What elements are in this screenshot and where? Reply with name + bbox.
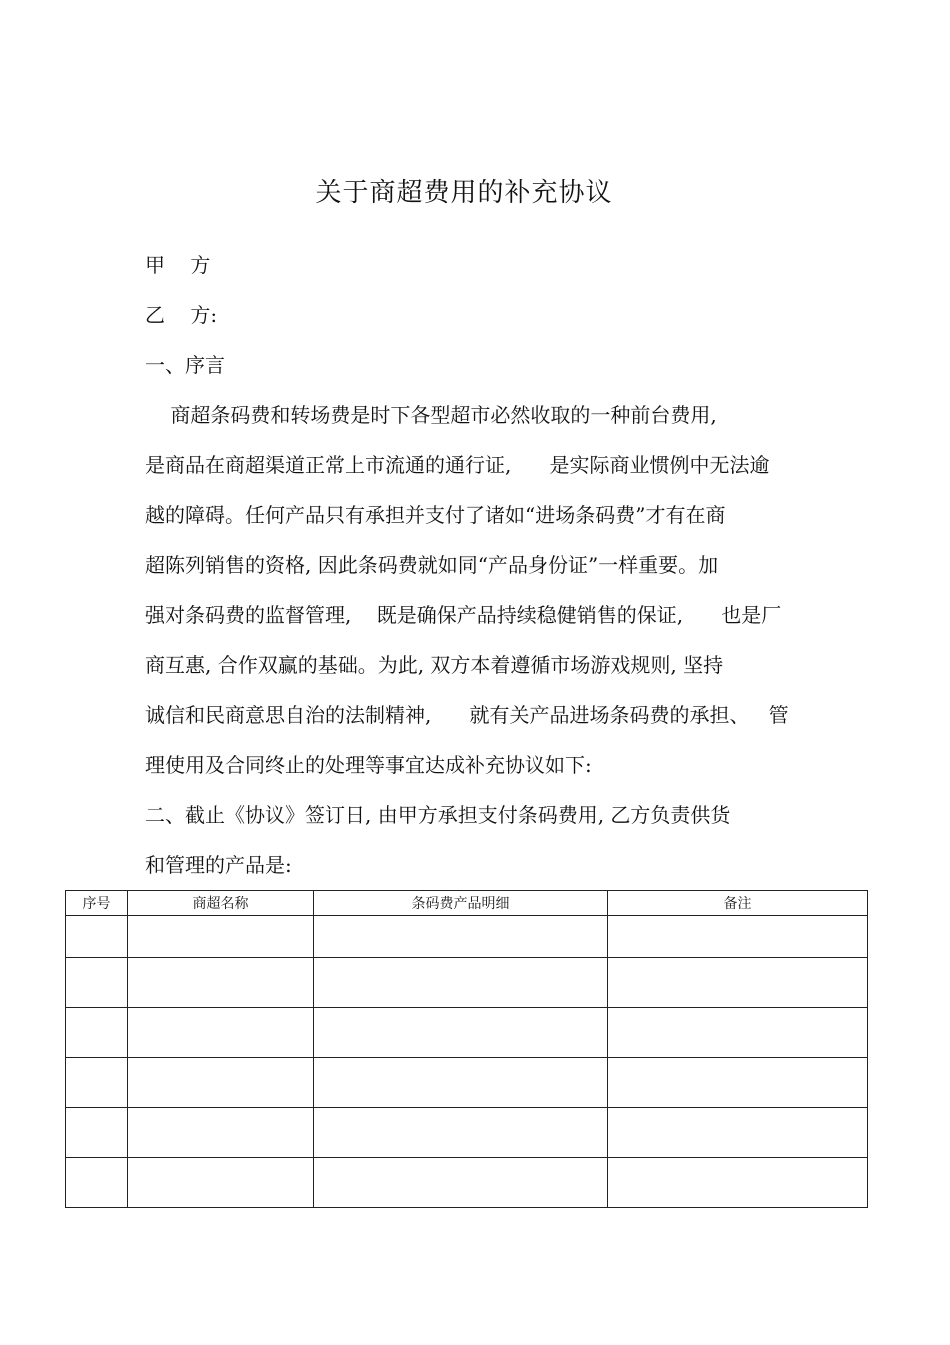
table-cell (66, 916, 128, 958)
header-barcode-fee-detail: 条码费产品明细 (314, 891, 608, 916)
table-cell (608, 1158, 868, 1208)
table-row (66, 1158, 868, 1208)
table-cell (66, 1008, 128, 1058)
table-cell (314, 1158, 608, 1208)
table-cell (128, 916, 314, 958)
header-supermarket-name: 商超名称 (128, 891, 314, 916)
table-cell (66, 1158, 128, 1208)
table-row (66, 1008, 868, 1058)
party-b-label: 乙 方: (145, 303, 218, 327)
table-row (66, 1108, 868, 1158)
table-cell (128, 1008, 314, 1058)
paragraph-line: 是商品在商超渠道正常上市流通的通行证, 是实际商业惯例中无法逾 (145, 453, 770, 477)
table-row (66, 1058, 868, 1108)
table-header-row (66, 891, 868, 916)
paragraph-line: 理使用及合同终止的处理等事宜达成补充协议如下: (145, 753, 592, 777)
table-cell (128, 1108, 314, 1158)
section2-line: 和管理的产品是: (145, 853, 292, 877)
section2-line: 二、截止《协议》签订日, 由甲方承担支付条码费用, 乙方负责供货 (145, 803, 731, 827)
paragraph-line: 强对条码费的监督管理, 既是确保产品持续稳健销售的保证, 也是厂 (145, 603, 782, 627)
header-remarks: 备注 (608, 891, 868, 916)
paragraph-line: 商超条码费和转场费是时下各型超市必然收取的一种前台费用, (145, 403, 717, 427)
fee-table-container (65, 890, 867, 1208)
table-cell (608, 916, 868, 958)
table-cell (66, 1108, 128, 1158)
table-cell (128, 1158, 314, 1208)
table-cell (314, 1058, 608, 1108)
table-cell (314, 1108, 608, 1158)
table-cell (314, 958, 608, 1008)
paragraph-line: 商互惠, 合作双赢的基础。为此, 双方本着遵循市场游戏规则, 坚持 (145, 653, 724, 677)
table-row (66, 916, 868, 958)
paragraph-line: 诚信和民商意思自治的法制精神, 就有关产品进场条码费的承担、 管 (145, 703, 789, 727)
table-cell (314, 1008, 608, 1058)
table-cell (128, 958, 314, 1008)
party-a-label: 甲 方 (145, 253, 211, 277)
paragraph-line: 越的障碍。任何产品只有承担并支付了诸如“进场条码费”才有在商 (145, 503, 726, 527)
header-serial-number: 序号 (66, 891, 128, 916)
table-cell (608, 1108, 868, 1158)
table-cell (608, 958, 868, 1008)
table-cell (314, 916, 608, 958)
paragraph-line: 超陈列销售的资格, 因此条码费就如同“产品身份证”一样重要。加 (145, 553, 719, 577)
table-cell (128, 1058, 314, 1108)
fee-table (65, 890, 868, 1208)
table-cell (608, 1058, 868, 1108)
table-cell (608, 1008, 868, 1058)
table-cell (66, 1058, 128, 1108)
table-row (66, 958, 868, 1008)
table-cell (66, 958, 128, 1008)
document-title: 关于商超费用的补充协议 (315, 178, 613, 208)
section1-heading: 一、序言 (145, 353, 225, 377)
